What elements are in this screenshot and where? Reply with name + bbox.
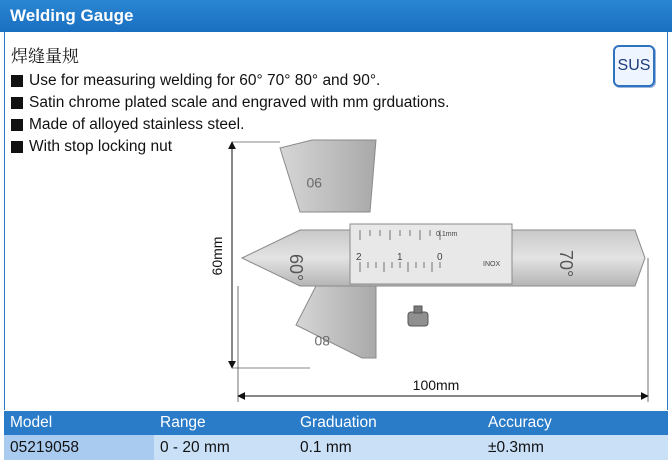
spec-table-header-row [4, 411, 668, 435]
feature-text: Use for measuring welding for 60° 70° 80° and 90°. [29, 72, 381, 89]
header-graduation: Graduation [294, 411, 482, 435]
feature-text: Made of alloyed stainless steel. [29, 116, 245, 133]
table-row [4, 435, 668, 460]
feature-text: With stop locking nut [29, 138, 173, 155]
width-dimension-label: 100mm [412, 377, 460, 393]
feature-text: Satin chrome plated scale and engraved with mm grduations. [29, 94, 450, 111]
top-arm-label: 90 [306, 175, 322, 191]
bottom-arm-label: 80 [314, 333, 330, 349]
bullet-square-icon [11, 141, 23, 153]
feature-item [11, 70, 449, 92]
angle-right-label: 70° [556, 250, 576, 278]
cell-range: 0 - 20 mm [154, 435, 294, 460]
page-header [0, 0, 672, 32]
header-range: Range [154, 411, 294, 435]
header-accuracy: Accuracy [482, 411, 668, 435]
height-dimension-label: 60mm [209, 236, 225, 276]
sliding-scale [350, 224, 512, 284]
scale-inox-label: INOX [483, 261, 501, 268]
bullet-square-icon [11, 97, 23, 109]
scale-number: 1 [397, 252, 403, 263]
scale-top-label: 0.1mm [436, 231, 458, 238]
bullet-square-icon [11, 75, 23, 87]
bullet-square-icon [11, 119, 23, 131]
locking-nut [408, 312, 428, 326]
scale-number: 0 [437, 252, 443, 263]
spec-table [4, 411, 668, 460]
feature-item [11, 92, 449, 114]
cell-model: 05219058 [4, 435, 154, 460]
welding-gauge-drawing [200, 130, 665, 410]
gauge-bottom-arm [296, 282, 376, 358]
sus-material-badge: SUS [613, 45, 655, 87]
product-chinese-name: 焊缝量规 [11, 47, 79, 67]
scale-number: 2 [356, 252, 362, 263]
header-model: Model [4, 411, 154, 435]
gauge-top-arm [280, 140, 376, 212]
cell-accuracy: ±0.3mm [482, 435, 668, 460]
cell-graduation: 0.1 mm [294, 435, 482, 460]
page-title: Welding Gauge [10, 6, 134, 25]
angle-left-label: 60° [286, 254, 306, 282]
